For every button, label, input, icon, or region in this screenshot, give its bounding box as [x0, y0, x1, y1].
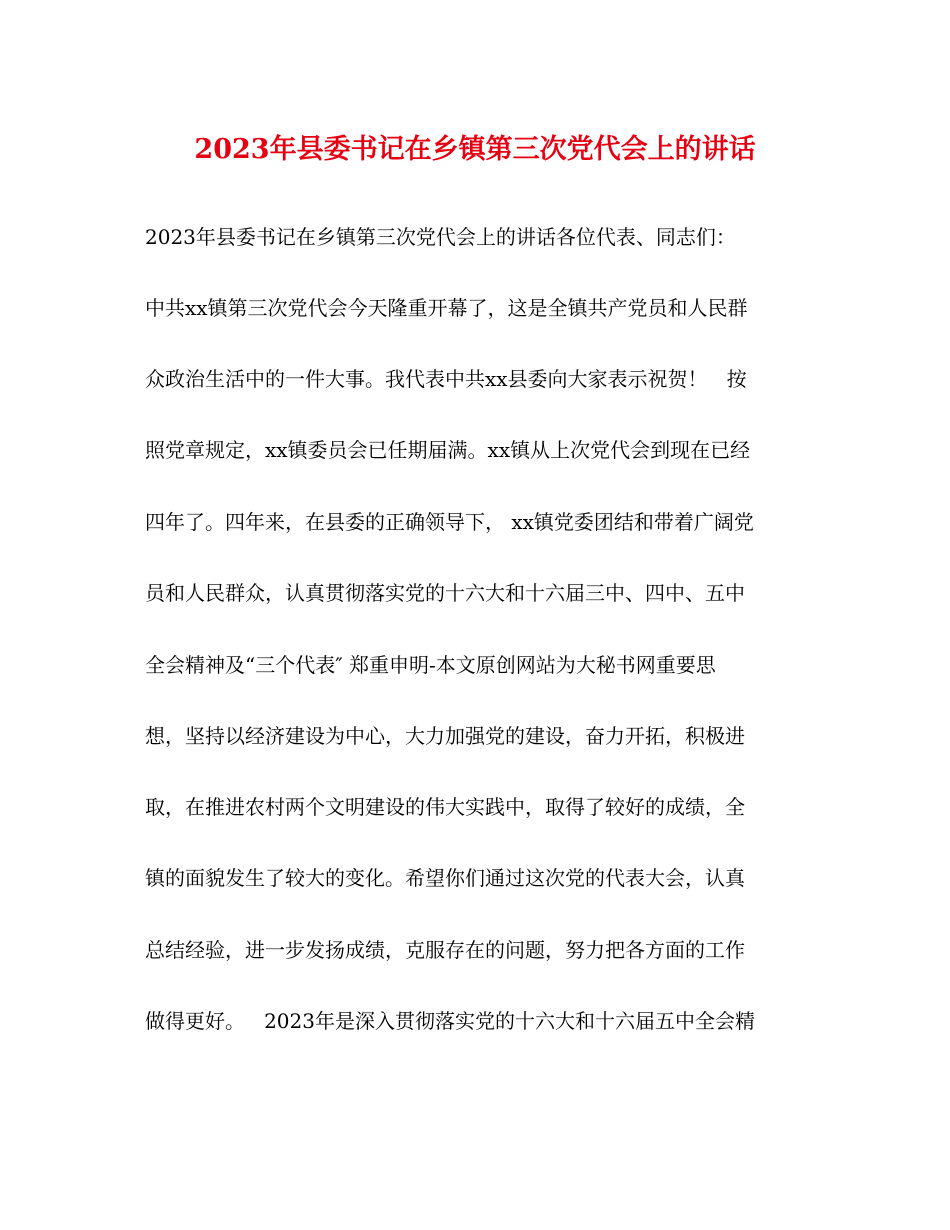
body-line-10: 镇的面貌发生了较大的变化。希望你们通过这次党的代表大会，认真: [145, 866, 745, 890]
body-line-1: 2023年县委书记在乡镇第三次党代会上的讲话各位代表、同志们：: [145, 225, 736, 249]
body-line-8: 想，坚持以经济建设为中心，大力加强党的建设，奋力开拓，积极进: [145, 724, 745, 748]
body-line-3: 众政治生活中的一件大事。我代表中共xx县委向大家表示祝贺！ 按: [145, 367, 747, 391]
body-line-6: 员和人民群众，认真贯彻落实党的十六大和十六届三中、四中、五中: [145, 581, 745, 605]
document-title: 2023年县委书记在乡镇第三次党代会上的讲话: [194, 134, 756, 165]
body-line-12: 做得更好。 2023年是深入贯彻落实党的十六大和十六届五中全会精: [145, 1009, 755, 1033]
body-line-11: 总结经验，进一步发扬成绩，克服存在的问题，努力把各方面的工作: [145, 938, 745, 962]
body-line-2: 中共xx镇第三次党代会今天隆重开幕了，这是全镇共产党员和人民群: [145, 296, 748, 320]
body-line-9: 取，在推进农村两个文明建设的伟大实践中，取得了较好的成绩，全: [145, 795, 745, 819]
body-line-4: 照党章规定，xx镇委员会已任期届满。xx镇从上次党代会到现在已经: [145, 438, 751, 462]
body-line-5: 四年了。四年来，在县委的正确领导下， xx镇党委团结和带着广阔党: [145, 510, 754, 534]
body-line-7: 全会精神及“三个代表″ 郑重申明-本文原创网站为大秘书网重要思: [145, 653, 716, 677]
